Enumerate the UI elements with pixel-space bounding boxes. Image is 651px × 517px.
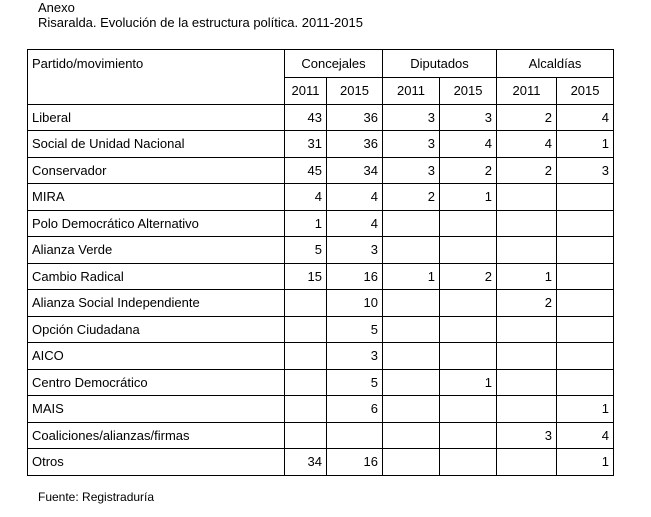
value-cell bbox=[285, 396, 327, 423]
value-cell: 3 bbox=[383, 157, 440, 184]
value-cell: 2 bbox=[497, 157, 557, 184]
table-body bbox=[28, 104, 614, 475]
party-name: Social de Unidad Nacional bbox=[28, 131, 285, 158]
value-cell bbox=[383, 422, 440, 449]
value-cell: 4 bbox=[497, 131, 557, 158]
value-cell: 34 bbox=[285, 449, 327, 476]
value-cell: 3 bbox=[383, 104, 440, 131]
value-cell: 4 bbox=[440, 131, 497, 158]
party-name: Coaliciones/alianzas/firmas bbox=[28, 422, 285, 449]
year-header: 2011 bbox=[497, 78, 557, 105]
party-name: Conservador bbox=[28, 157, 285, 184]
table-row bbox=[28, 290, 614, 317]
annex-label: Anexo bbox=[38, 0, 75, 15]
value-cell bbox=[497, 396, 557, 423]
value-cell: 15 bbox=[285, 263, 327, 290]
table-row bbox=[28, 184, 614, 211]
table-row bbox=[28, 131, 614, 158]
value-cell bbox=[497, 343, 557, 370]
value-cell: 5 bbox=[285, 237, 327, 264]
value-cell: 2 bbox=[440, 157, 497, 184]
value-cell bbox=[383, 316, 440, 343]
value-cell bbox=[285, 343, 327, 370]
value-cell: 16 bbox=[327, 263, 383, 290]
value-cell bbox=[557, 237, 614, 264]
year-header: 2015 bbox=[327, 78, 383, 105]
year-header: 2011 bbox=[285, 78, 327, 105]
value-cell: 1 bbox=[557, 396, 614, 423]
value-cell: 1 bbox=[557, 449, 614, 476]
table-title: Risaralda. Evolución de la estructura política. 2011-2015 bbox=[38, 15, 363, 30]
value-cell: 4 bbox=[327, 184, 383, 211]
party-column-header: Partido/movimiento bbox=[28, 50, 285, 105]
value-cell bbox=[440, 396, 497, 423]
value-cell: 2 bbox=[497, 290, 557, 317]
value-cell bbox=[440, 237, 497, 264]
value-cell: 16 bbox=[327, 449, 383, 476]
value-cell bbox=[557, 316, 614, 343]
value-cell: 34 bbox=[327, 157, 383, 184]
value-cell: 5 bbox=[327, 369, 383, 396]
value-cell: 3 bbox=[327, 237, 383, 264]
value-cell bbox=[383, 396, 440, 423]
value-cell: 45 bbox=[285, 157, 327, 184]
table-row bbox=[28, 316, 614, 343]
value-cell: 3 bbox=[557, 157, 614, 184]
table-row bbox=[28, 104, 614, 131]
value-cell bbox=[440, 422, 497, 449]
value-cell bbox=[383, 237, 440, 264]
value-cell bbox=[285, 290, 327, 317]
value-cell bbox=[383, 449, 440, 476]
value-cell: 3 bbox=[497, 422, 557, 449]
value-cell bbox=[440, 449, 497, 476]
table-row bbox=[28, 396, 614, 423]
value-cell bbox=[557, 343, 614, 370]
value-cell bbox=[557, 290, 614, 317]
table-row bbox=[28, 369, 614, 396]
value-cell: 10 bbox=[327, 290, 383, 317]
group-header-row bbox=[28, 50, 614, 78]
party-name: Liberal bbox=[28, 104, 285, 131]
group-header-concejales: Concejales bbox=[285, 50, 383, 78]
value-cell bbox=[285, 316, 327, 343]
value-cell bbox=[557, 184, 614, 211]
table-row bbox=[28, 343, 614, 370]
value-cell: 1 bbox=[497, 263, 557, 290]
party-name: Otros bbox=[28, 449, 285, 476]
value-cell bbox=[497, 369, 557, 396]
value-cell bbox=[557, 263, 614, 290]
value-cell: 6 bbox=[327, 396, 383, 423]
group-header-alcaldias: Alcaldías bbox=[497, 50, 614, 78]
value-cell: 2 bbox=[383, 184, 440, 211]
value-cell: 1 bbox=[440, 184, 497, 211]
table-row bbox=[28, 210, 614, 237]
party-name: Polo Democrático Alternativo bbox=[28, 210, 285, 237]
value-cell bbox=[440, 343, 497, 370]
group-header-diputados: Diputados bbox=[383, 50, 497, 78]
party-name: Alianza Social Independiente bbox=[28, 290, 285, 317]
source-note: Fuente: Registraduría bbox=[38, 490, 155, 504]
value-cell: 4 bbox=[557, 104, 614, 131]
value-cell: 4 bbox=[327, 210, 383, 237]
party-name: MAIS bbox=[28, 396, 285, 423]
value-cell bbox=[383, 369, 440, 396]
value-cell bbox=[383, 290, 440, 317]
value-cell: 31 bbox=[285, 131, 327, 158]
year-header: 2015 bbox=[440, 78, 497, 105]
value-cell: 4 bbox=[285, 184, 327, 211]
value-cell bbox=[440, 290, 497, 317]
value-cell bbox=[497, 449, 557, 476]
value-cell: 2 bbox=[440, 263, 497, 290]
value-cell bbox=[285, 422, 327, 449]
value-cell: 1 bbox=[285, 210, 327, 237]
table-row bbox=[28, 263, 614, 290]
value-cell bbox=[557, 369, 614, 396]
value-cell: 1 bbox=[383, 263, 440, 290]
value-cell: 2 bbox=[497, 104, 557, 131]
value-cell bbox=[383, 343, 440, 370]
value-cell: 5 bbox=[327, 316, 383, 343]
value-cell bbox=[497, 316, 557, 343]
table-row bbox=[28, 422, 614, 449]
value-cell bbox=[497, 184, 557, 211]
political-structure-table bbox=[27, 49, 614, 476]
value-cell bbox=[497, 237, 557, 264]
party-name: Cambio Radical bbox=[28, 263, 285, 290]
value-cell: 36 bbox=[327, 131, 383, 158]
value-cell: 3 bbox=[440, 104, 497, 131]
value-cell: 1 bbox=[440, 369, 497, 396]
value-cell bbox=[440, 316, 497, 343]
value-cell bbox=[383, 210, 440, 237]
value-cell: 4 bbox=[557, 422, 614, 449]
value-cell: 3 bbox=[383, 131, 440, 158]
value-cell: 36 bbox=[327, 104, 383, 131]
party-name: Alianza Verde bbox=[28, 237, 285, 264]
value-cell: 1 bbox=[557, 131, 614, 158]
value-cell: 43 bbox=[285, 104, 327, 131]
year-header: 2011 bbox=[383, 78, 440, 105]
table-row bbox=[28, 237, 614, 264]
value-cell bbox=[497, 210, 557, 237]
table-row bbox=[28, 157, 614, 184]
value-cell bbox=[285, 369, 327, 396]
table-row bbox=[28, 449, 614, 476]
value-cell bbox=[327, 422, 383, 449]
party-name: Opción Ciudadana bbox=[28, 316, 285, 343]
value-cell bbox=[440, 210, 497, 237]
value-cell: 3 bbox=[327, 343, 383, 370]
year-header: 2015 bbox=[557, 78, 614, 105]
party-name: AICO bbox=[28, 343, 285, 370]
value-cell bbox=[557, 210, 614, 237]
party-name: Centro Democrático bbox=[28, 369, 285, 396]
party-name: MIRA bbox=[28, 184, 285, 211]
